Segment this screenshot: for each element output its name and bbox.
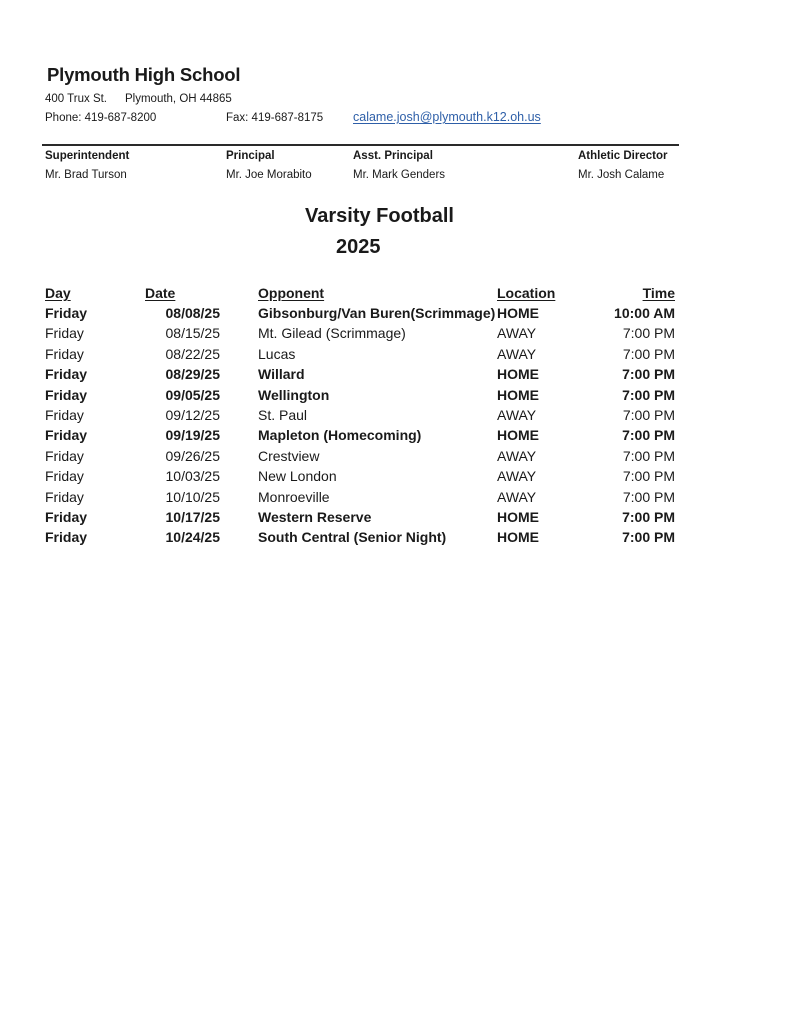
header-date: Date	[145, 285, 176, 301]
cell-opponent: New London	[258, 468, 337, 485]
cell-opponent: Wellington	[258, 386, 330, 403]
header-location: Location	[497, 285, 556, 301]
cell-day: Friday	[45, 325, 84, 342]
cell-location: HOME	[497, 529, 539, 546]
cell-day: Friday	[45, 345, 84, 362]
cell-location: HOME	[497, 366, 539, 383]
staff-title-athletic-director: Athletic Director	[578, 150, 668, 162]
cell-time: 7:00 PM	[622, 366, 675, 383]
cell-opponent: Lucas	[258, 345, 296, 362]
header-time: Time	[642, 285, 675, 301]
cell-day: Friday	[45, 529, 88, 546]
cell-opponent: South Central (Senior Night)	[258, 529, 447, 546]
cell-date: 09/19/25	[165, 427, 220, 444]
cell-day: Friday	[45, 305, 88, 321]
cell-opponent: Mt. Gilead (Scrimmage)	[258, 325, 406, 342]
cell-time: 7:00 PM	[622, 509, 675, 525]
cell-location: HOME	[497, 305, 539, 321]
cell-date: 09/26/25	[165, 447, 220, 464]
cell-location: HOME	[497, 386, 539, 403]
school-city: Plymouth, OH 44865	[125, 93, 232, 105]
cell-time: 7:00 PM	[622, 345, 675, 362]
schedule-title: Varsity Football	[305, 205, 454, 227]
cell-day: Friday	[45, 386, 88, 403]
cell-date: 08/15/25	[165, 325, 220, 342]
cell-location: HOME	[497, 509, 539, 525]
cell-date: 10/24/25	[165, 529, 220, 546]
cell-time: 7:00 PM	[622, 386, 675, 403]
cell-time: 7:00 PM	[622, 468, 675, 485]
cell-day: Friday	[45, 488, 84, 505]
cell-location: AWAY	[497, 345, 537, 362]
staff-name-athletic-director: Mr. Josh Calame	[578, 169, 665, 181]
cell-day: Friday	[45, 366, 88, 383]
school-fax: Fax: 419-687-8175	[226, 112, 324, 124]
staff-title-superintendent: Superintendent	[45, 150, 130, 162]
cell-day: Friday	[45, 509, 88, 525]
cell-date: 10/03/25	[165, 468, 220, 485]
cell-time: 7:00 PM	[622, 488, 675, 505]
cell-day: Friday	[45, 427, 88, 444]
cell-time: 7:00 PM	[622, 447, 675, 464]
cell-date: 09/12/25	[165, 407, 220, 423]
cell-location: HOME	[497, 427, 539, 444]
header-opponent: Opponent	[258, 285, 325, 301]
school-street: 400 Trux St.	[45, 93, 108, 105]
cell-time: 7:00 PM	[622, 325, 675, 342]
cell-location: AWAY	[497, 325, 537, 342]
cell-day: Friday	[45, 447, 84, 464]
cell-date: 08/29/25	[165, 366, 220, 383]
cell-opponent: Willard	[258, 366, 305, 383]
cell-date: 08/22/25	[165, 345, 220, 362]
cell-time: 7:00 PM	[622, 529, 675, 546]
cell-day: Friday	[45, 468, 84, 485]
cell-time: 7:00 PM	[622, 427, 675, 444]
staff-title-asst-principal: Asst. Principal	[353, 150, 433, 162]
school-name: Plymouth High School	[47, 64, 241, 85]
header-divider	[42, 144, 679, 146]
cell-opponent: Crestview	[258, 447, 320, 464]
school-phone: Phone: 419-687-8200	[45, 112, 157, 124]
cell-opponent: Monroeville	[258, 488, 330, 505]
cell-date: 10/10/25	[165, 488, 220, 505]
staff-name-principal: Mr. Joe Morabito	[226, 169, 312, 181]
staff-name-superintendent: Mr. Brad Turson	[45, 169, 127, 181]
schedule-year: 2025	[336, 236, 381, 258]
cell-opponent: St. Paul	[258, 407, 308, 423]
cell-date: 08/08/25	[165, 305, 220, 321]
cell-location: AWAY	[497, 468, 537, 485]
cell-opponent: Gibsonburg/Van Buren(Scrimmage)	[258, 305, 496, 321]
cell-opponent: Western Reserve	[258, 509, 372, 525]
cell-day: Friday	[45, 407, 84, 423]
cell-time: 7:00 PM	[622, 407, 675, 423]
school-email-link[interactable]: calame.josh@plymouth.k12.oh.us	[353, 110, 541, 124]
cell-location: AWAY	[497, 447, 537, 464]
staff-title-principal: Principal	[226, 150, 275, 162]
header-day: Day	[45, 285, 71, 301]
cell-opponent: Mapleton (Homecoming)	[258, 427, 422, 444]
cell-location: AWAY	[497, 488, 537, 505]
cell-location: AWAY	[497, 407, 537, 423]
staff-name-asst-principal: Mr. Mark Genders	[353, 169, 446, 181]
cell-date: 09/05/25	[165, 386, 220, 403]
cell-time: 10:00 AM	[614, 305, 675, 321]
cell-date: 10/17/25	[165, 509, 220, 525]
